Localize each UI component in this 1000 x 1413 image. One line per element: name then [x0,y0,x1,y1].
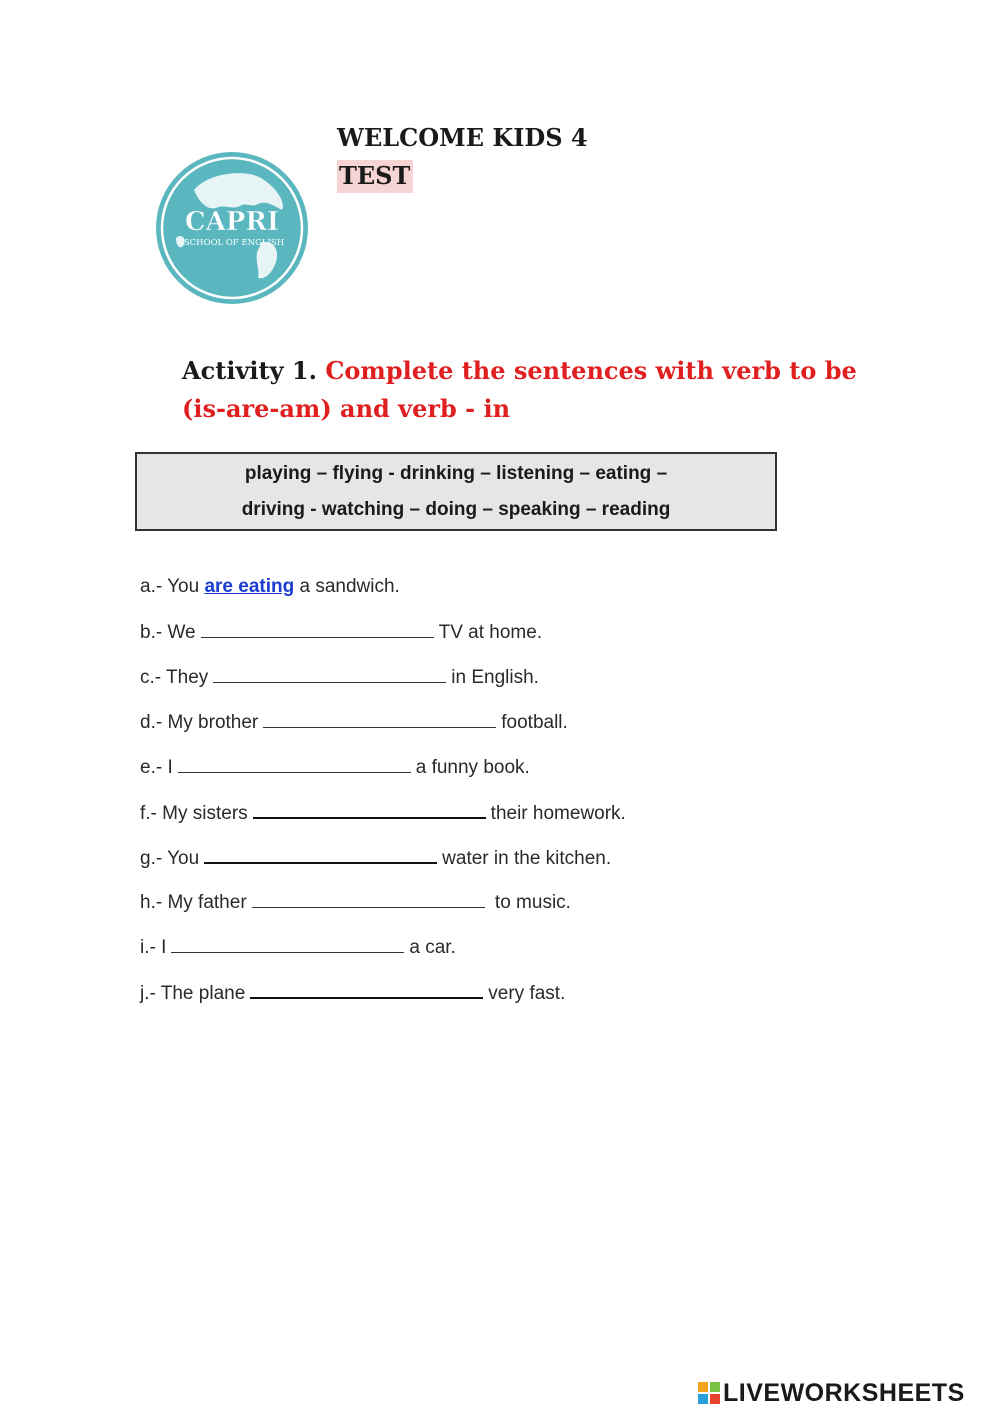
sentence-prefix: a.- You [140,576,200,597]
sentence-e [140,750,626,795]
answer-blank[interactable] [204,840,437,864]
sentence-prefix: f.- My sisters [140,803,248,824]
liveworksheets-logo-icon [698,1382,720,1404]
answer-blank[interactable] [201,615,434,638]
sentence-g [140,840,626,885]
sentence-list [140,570,626,1020]
activity-heading [182,352,862,428]
answer-filled[interactable]: are eating [204,576,295,597]
answer-blank[interactable] [171,930,404,953]
word-bank [135,452,777,531]
sentence-suffix: very fast. [488,983,566,1004]
sentence-prefix: e.- I [140,757,173,778]
sentence-suffix: a sandwich. [299,576,400,597]
capri-school-logo [154,150,310,306]
sentence-suffix: in English. [451,667,539,688]
liveworksheets-wordmark: LIVEWORKSHEETS [723,1378,965,1407]
word-bank-line: driving - watching – doing – speaking – reading [241,498,671,520]
sentence-prefix: i.- I [140,937,167,958]
sentence-h [140,885,626,930]
sentence-suffix: a funny book. [415,757,530,778]
answer-blank[interactable] [213,660,446,683]
sentence-j [140,975,626,1020]
word-bank-line: playing – flying - drinking – listening – eating – [244,462,668,484]
answer-blank[interactable] [252,885,485,908]
sentence-prefix: c.- They [140,667,209,688]
svg-text:SCHOOL OF ENGLISH: SCHOOL OF ENGLISH [183,238,285,248]
liveworksheets-brand [698,1378,965,1408]
sentence-suffix: their homework. [490,803,626,824]
sentence-prefix: b.- We [140,622,196,643]
answer-blank[interactable] [178,750,411,773]
answer-blank[interactable] [250,975,483,999]
sentence-suffix: TV at home. [438,622,543,643]
svg-text:CAPRI: CAPRI [184,207,280,237]
answer-blank[interactable] [263,705,496,728]
sentence-c [140,660,626,705]
activity-label: Activity 1. [182,356,317,385]
sentence-f [140,795,626,840]
answer-blank[interactable] [253,795,486,819]
worksheet-title: WELCOME KIDS 4 [337,123,588,152]
sentence-prefix: d.- My brother [140,712,259,733]
sentence-suffix: football. [501,712,568,733]
sentence-prefix: j.- The plane [140,983,246,1004]
worksheet-subtitle: TEST [337,160,413,193]
sentence-suffix: to music. [489,892,571,913]
sentence-b [140,615,626,660]
sentence-i [140,930,626,975]
sentence-suffix: water in the kitchen. [442,848,612,869]
sentence-d [140,705,626,750]
sentence-suffix: a car. [409,937,456,958]
sentence-a [140,570,626,615]
activity-instruction: Complete the sentences with verb to be (is-are-am) and verb - in [182,356,857,423]
sentence-prefix: g.- You [140,848,200,869]
sentence-prefix: h.- My father [140,892,247,913]
